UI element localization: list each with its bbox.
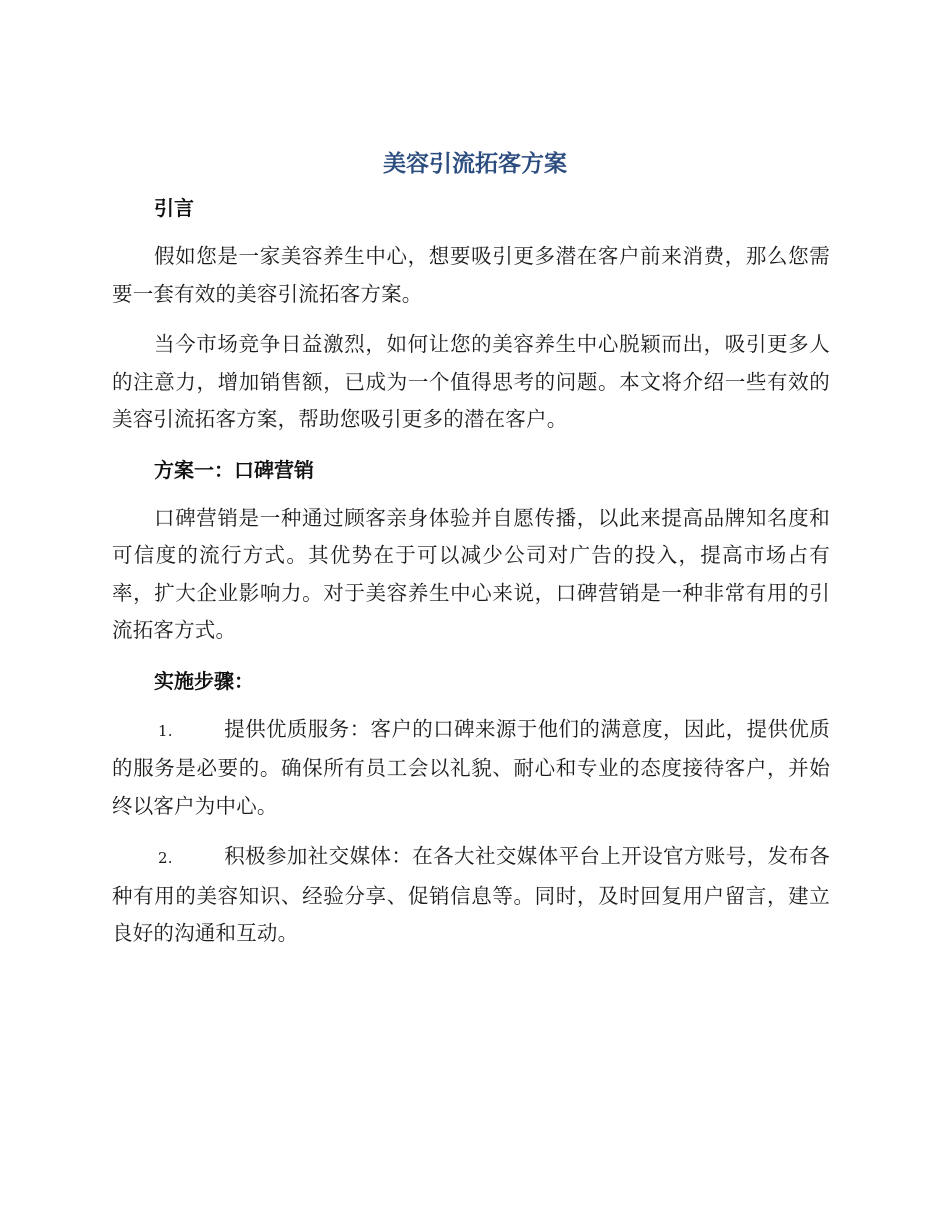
list-item-number: 2.	[158, 849, 173, 867]
intro-paragraph-1: 假如您是一家美容养生中心，想要吸引更多潜在客户前来消费，那么您需要一套有效的美容引流拓客方案。	[112, 244, 830, 306]
list-item-text: 提供优质服务：客户的口碑来源于他们的满意度，因此，提供优质的服务是必要的。确保所有员工会以礼貌、耐心和专业的态度接待客户，并始终以客户为中心。	[112, 716, 830, 818]
section-heading-intro: 引言	[154, 196, 194, 220]
list-item-number: 1.	[158, 721, 173, 740]
document-title: 美容引流拓客方案	[383, 151, 567, 177]
section-heading-plan1: 方案一：口碑营销	[154, 457, 314, 482]
list-item-text: 积极参加社交媒体：在各大社交媒体平台上开设官方账号，发布各种有用的美容知识、经验分享、促销信息等。同时，及时回复用户留言，建立良好的沟通和互动。	[112, 844, 830, 945]
section-heading-steps: 实施步骤：	[154, 668, 254, 693]
intro-paragraph-2: 当今市场竞争日益激烈，如何让您的美容养生中心脱颖而出，吸引更多人的注意力，增加销售额，已成为一个值得思考的问题。本文将介绍一些有效的美容引流拓客方案，帮助您吸引更多的潜在客户。	[112, 332, 830, 431]
list-item	[112, 711, 830, 826]
list-item	[112, 838, 830, 953]
plan1-paragraph-1: 口碑营销是一种通过顾客亲身体验并自愿传播，以此来提高品牌知名度和可信度的流行方式。其优势在于可以减少公司对广告的投入，提高市场占有率，扩大企业影响力。对于美容养生中心来说，口碑营销是一种非常有用的引流拓客方式。	[112, 505, 830, 642]
